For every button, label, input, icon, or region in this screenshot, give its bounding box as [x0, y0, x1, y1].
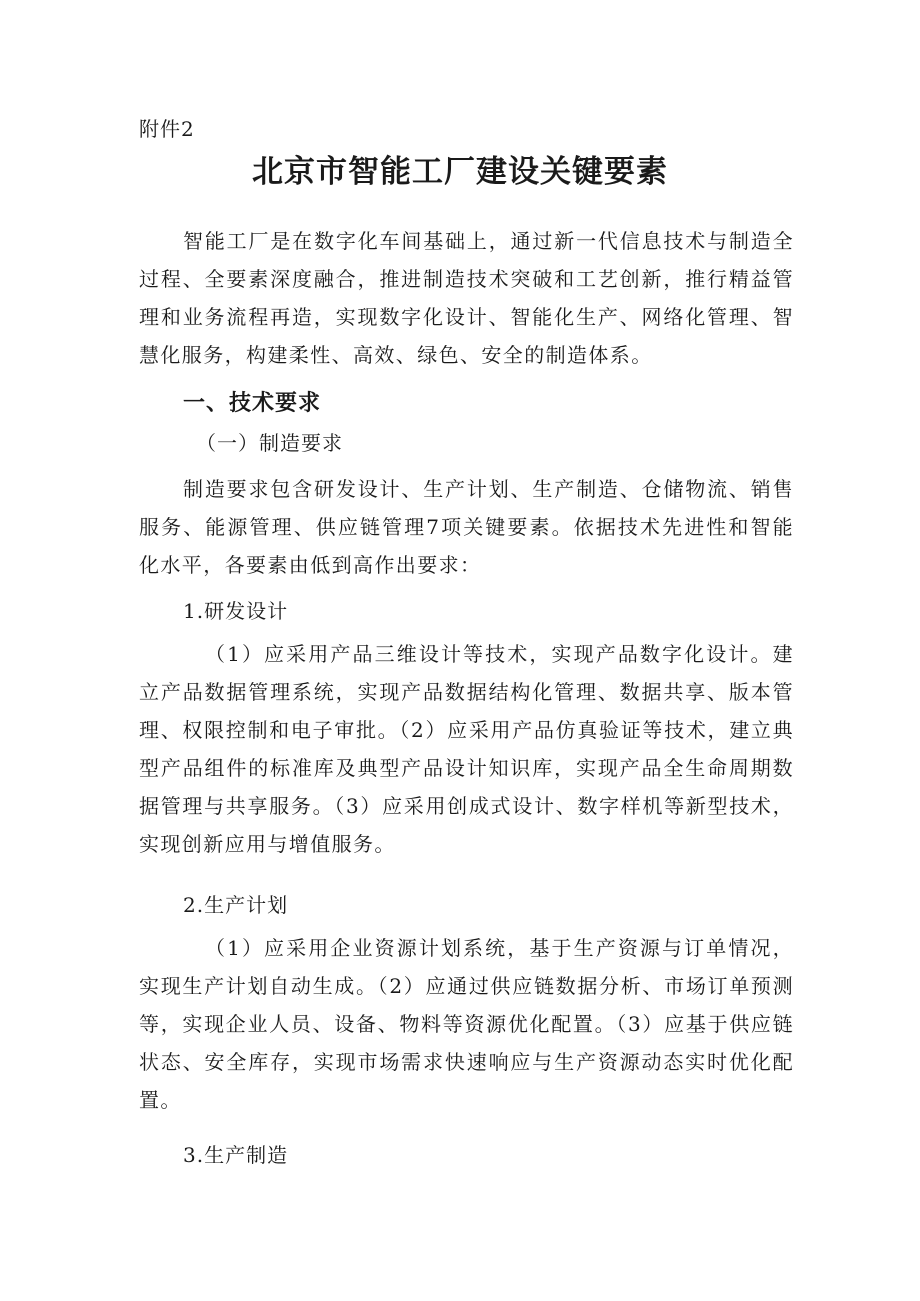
item-heading-production-planning: 2.生产计划 [183, 893, 289, 917]
production-planning-paragraph: （1）应采用企业资源计划系统，基于生产资源与订单情况，实现生产计划自动生成。（2）应通过供应链数据分析、市场订单预测等，实现企业人员、设备、物料等资源优化配置。（3）应基于供应链状态、安全库存，实现市场需求快速响应与生产资源动态实时优化配置。 [139, 936, 794, 1112]
subsection-heading-manufacturing-requirements: （一）制造要求 [196, 431, 343, 455]
section-heading-technical-requirements: 一、技术要求 [183, 391, 322, 416]
intro-paragraph: 智能工厂是在数字化车间基础上，通过新一代信息技术与制造全过程、全要素深度融合，推进制造技术突破和工艺创新，推行精益管理和业务流程再造，实现数字化设计、智能化生产、网络化管理、智慧化服务，构建柔性、高效、绿色、安全的制造体系。 [139, 229, 794, 367]
document-title: 北京市智能工厂建设关键要素 [252, 154, 668, 190]
attachment-label: 附件2 [139, 117, 195, 141]
item-heading-rd-design: 1.研发设计 [183, 599, 289, 623]
item-heading-production-manufacturing: 3.生产制造 [183, 1143, 289, 1167]
manufacturing-requirements-paragraph: 制造要求包含研发设计、生产计划、生产制造、仓储物流、销售服务、能源管理、供应链管理7项关键要素。依据技术先进性和智能化水平，各要素由低到高作出要求： [139, 477, 794, 577]
rd-design-paragraph: （1）应采用产品三维设计等技术，实现产品数字化设计。建立产品数据管理系统，实现产品数据结构化管理、数据共享、版本管理、权限控制和电子审批。（2）应采用产品仿真验证等技术，建立典型产品组件的标准库及典型产品设计知识库，实现产品全生命周期数据管理与共享服务。（3）应采用创成式设计、数字样机等新型技术，实现创新应用与增值服务。 [139, 642, 794, 856]
